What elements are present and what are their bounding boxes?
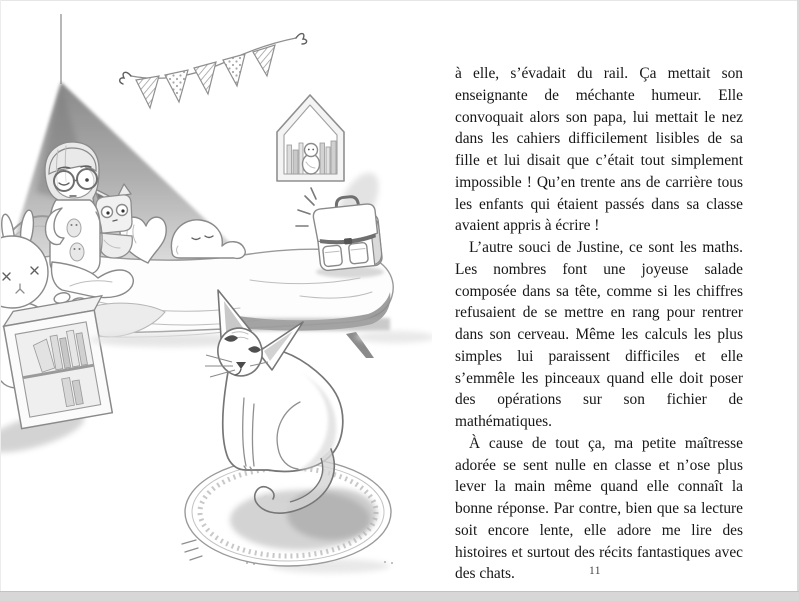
pennant-flag <box>136 45 275 108</box>
frame-edge-top <box>0 0 799 1</box>
paragraph: à elle, s’évadait du rail. Ça mettait son enseignante de méchante humeur. Elle convoquait alors son papa, lui mettait le nez dans les cahiers difficilement lisibles de sa fille et lui disait que c’était tout simplement impossible ! Qu’en trente ans de carrière tous les enfants qui étaient passés dans sa classe avaient appris à écrire ! <box>455 65 743 235</box>
paragraph: À cause de tout ça, ma petite maîtresse adorée se sent nulle en classe et n’ose plus lever la main même quand elle connaît la bonne réponse. Par contre, bien que sa lecture soit encore lente, elle adore me lire des histoires et surtout des récits fantastiques avec des chats. <box>455 434 743 583</box>
book-bottom-edge <box>0 591 799 601</box>
bird-figurine <box>303 144 320 175</box>
pennant-garland <box>120 34 307 108</box>
emphasis-rays <box>296 188 316 226</box>
page-number: 11 <box>588 565 602 577</box>
paragraph: L’autre souci de Justine, ce sont les maths. Les nombres font une joyeuse salade composée dans sa tête, comme si les chiffres refusaient de se mettre en rang pour rentrer dans son cerveau. Même les calculs les plus simples lui paraissent difficiles et elle s’emmêle les pinceaux quand elle doit poser des opérations sur son fichier de mathématiques. <box>455 239 743 430</box>
sleeping-plush <box>171 220 245 259</box>
right-page-text <box>455 63 743 585</box>
frame-edge-left <box>0 0 1 601</box>
